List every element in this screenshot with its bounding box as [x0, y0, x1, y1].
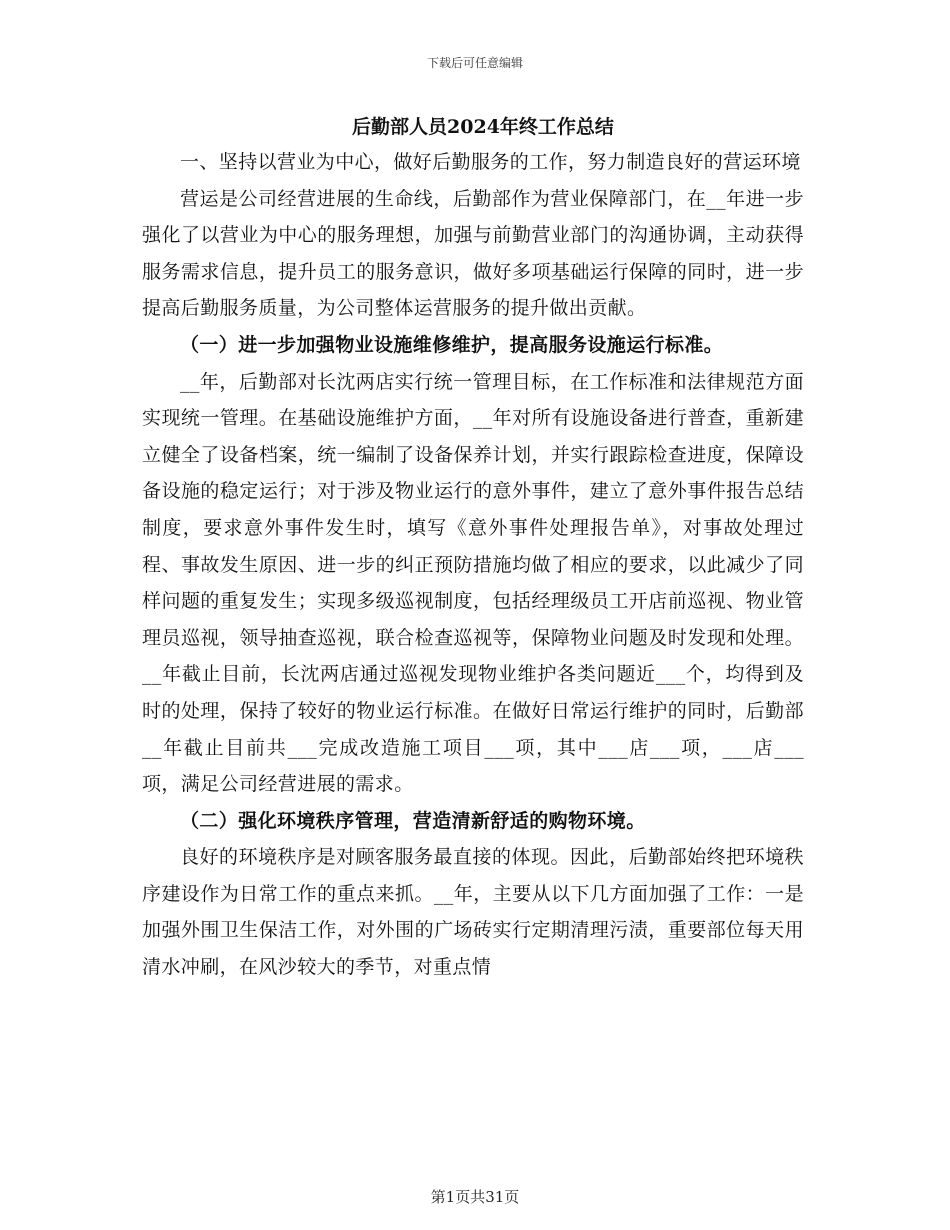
subheading-environment: （二）强化环境秩序管理，营造清新舒适的购物环境。 [180, 809, 646, 832]
document-title: 后勤部人员2024年终工作总结 [352, 116, 614, 138]
paragraph-facilities: __年，后勤部对长沈两店实行统一管理目标，在工作标准和法律规范方面实现统一管理。在基础设施维护方面，__年对所有设施设备进行普查，重新建立健全了设备档案，统一编制了设备保养计划，并实行跟踪检查进度，保障设备设施的稳定运行；对于涉及物业运行的意外事件，建立了意外事件报告总结制度，要求意外事件发生时，填写《意外事件处理报告单》，对事故处理过程、事故发生原因、进一步的纠正预防措施均做了相应的要求，以此减少了同样问题的重复发生；实现多级巡视制度，包括经理级员工开店前巡视、物业管理员巡视，领导抽查巡视，联合检查巡视等，保障物业问题及时发现和处理。__年截止目前，长沈两店通过巡视发现物业维护各类问题近___个，均得到及时的处理，保持了较好的物业运行标准。在做好日常运行维护的同时，后勤部__年截止目前共___完成改造施工项目___项，其中___店___项，___店___项，满足公司经营进展的需求。 [142, 370, 804, 796]
document-body [142, 110, 804, 986]
subheading-facilities: （一）进一步加强物业设施维修维护，提高服务设施运行标准。 [180, 333, 724, 356]
page-footer: 第1页共31页 [430, 1188, 520, 1206]
paragraph-environment: 良好的环境秩序是对顾客服务最直接的体现。因此，后勤部始终把环境秩序建设作为日常工作的重点来抓。__年，主要从以下几方面加强了工作：一是加强外围卫生保洁工作，对外围的广场砖实行定期清理污渍，重要部位每天用清水冲刷，在风沙较大的季节，对重点情 [142, 846, 804, 979]
paragraph-operations: 营运是公司经营进展的生命线，后勤部作为营业保障部门，在__年进一步强化了以营业为中心的服务理想，加强与前勤营业部门的沟通协调，主动获得服务需求信息，提升员工的服务意识，做好多项基础运行保障的同时，进一步提高后勤服务质量，为公司整体运营服务的提升做出贡献。 [142, 187, 804, 320]
section-heading-1: 一、坚持以营业为中心，做好后勤服务的工作，努力制造良好的营运环境 [180, 151, 801, 173]
page-header: 下载后可任意编辑 [426, 56, 523, 70]
